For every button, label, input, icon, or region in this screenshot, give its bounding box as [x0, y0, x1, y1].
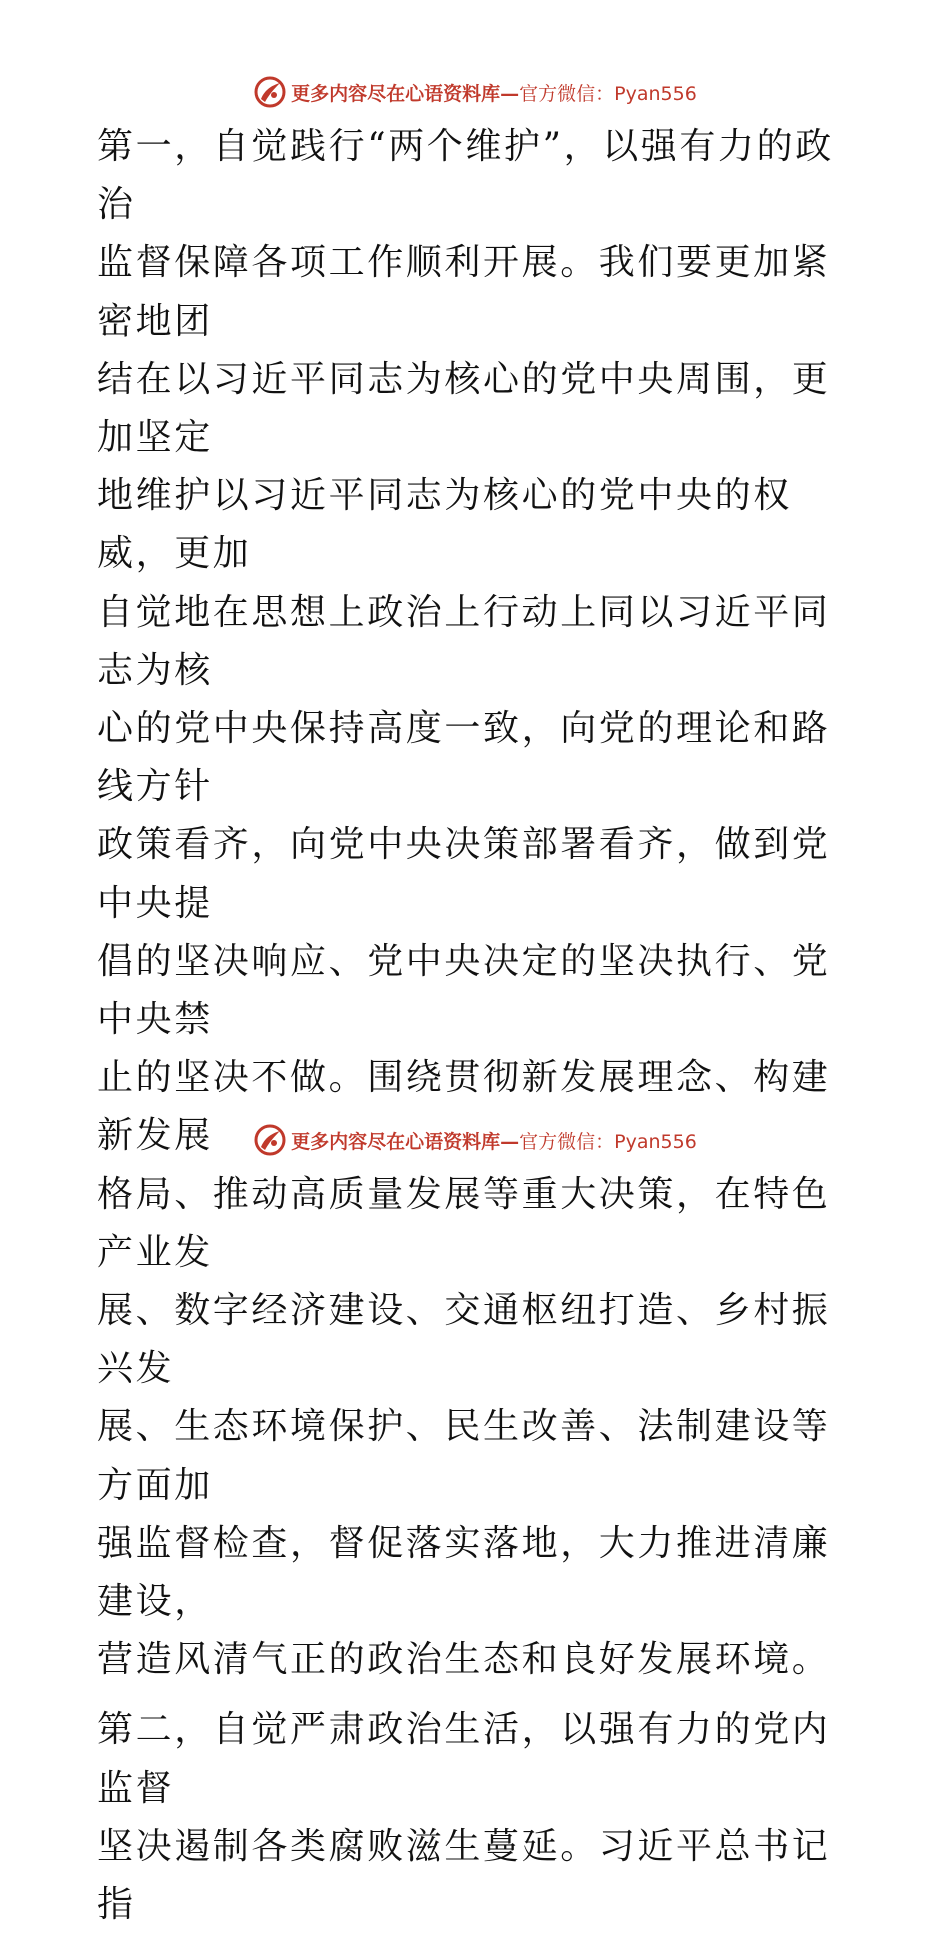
paragraph-2: 第二，自觉严肃政治生活，以强有力的党内监督 坚决遏制各类腐败滋生蔓延。习近平总书记指	[97, 1709, 831, 1926]
watermark-text: 更多内容尽在心语资料库—官方微信：Pyan556	[291, 1130, 697, 1153]
document-body	[97, 118, 857, 1934]
red-seal-logo-icon	[253, 75, 287, 109]
footer-watermark	[0, 1120, 950, 1160]
watermark-text: 更多内容尽在心语资料库—官方微信：Pyan556	[291, 82, 697, 105]
red-seal-logo-icon	[253, 1123, 287, 1157]
header-watermark	[0, 72, 950, 112]
paragraph-1: 第一，自觉践行“两个维护”，以强有力的政治 监督保障各项工作顺利开展。我们要更加紧密地团 结在以习近平同志为核心的党中央周围，更加坚定 地维护以习近平同志为核心的党中央的权威，更加 自觉地在思想上政治上行动上同以习近平同志为核 心的党中央保持高度一致，向党的理论和路线方针 政策看齐，向党中央决策部署看齐，做到党中央提 倡的坚决响应、党中央决定的坚决执行、党中央禁 止的坚决不做。围绕贯彻新发展理念、构建新发展 格局、推动高质量发展等重大决策，在特色产业发 展、数字经济建设、交通枢纽打造、乡村振兴发 展、生态环境保护、民生改善、法制建设等方面加 强监督检查，督促落实落地，大力推进清廉建设， 营造风清气正的政治生态和良好发展环境。	[97, 126, 834, 1681]
